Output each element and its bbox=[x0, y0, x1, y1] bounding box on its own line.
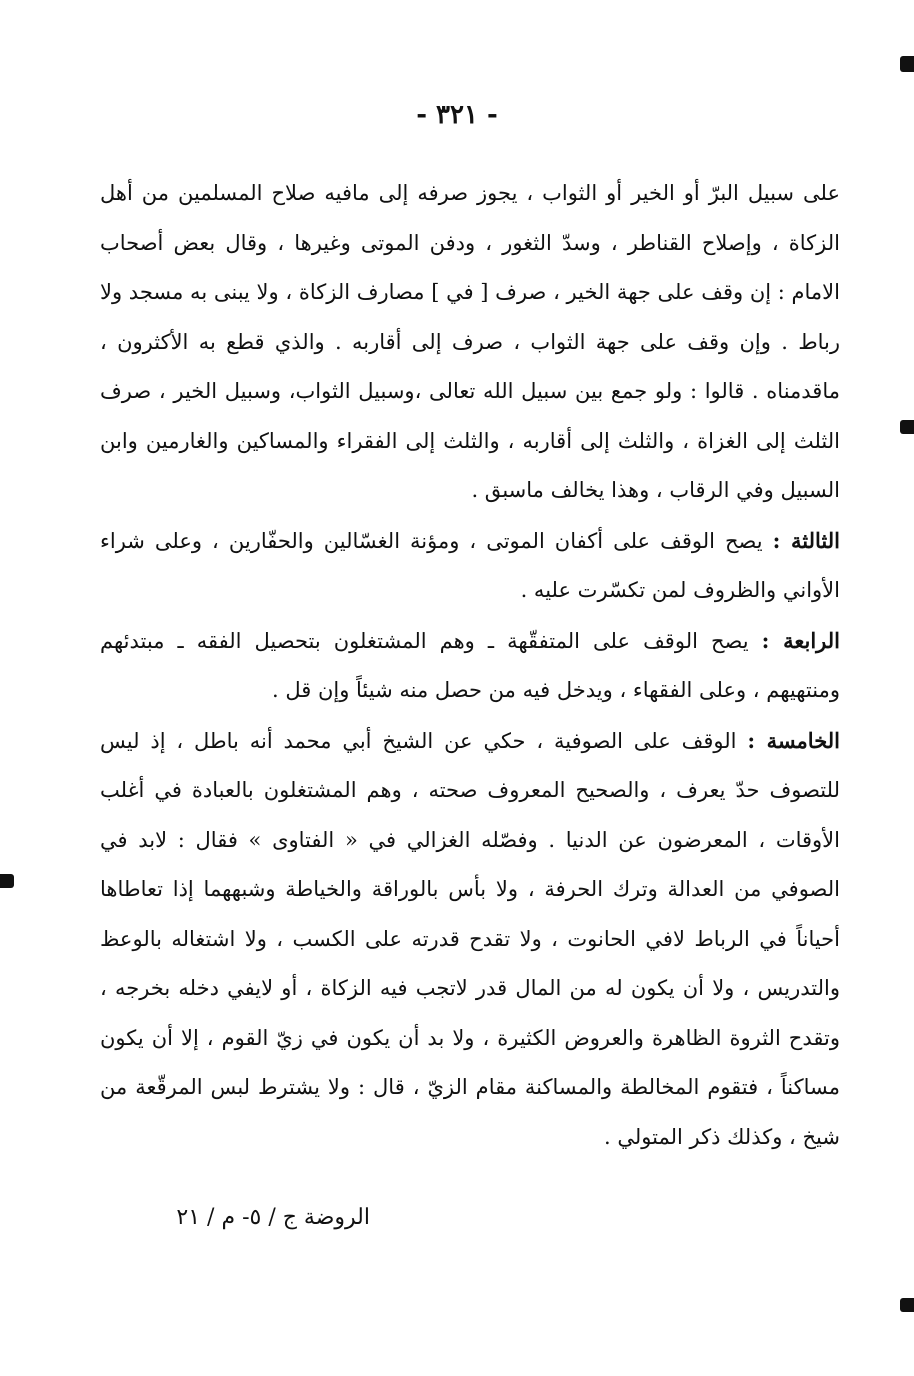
scan-edge-mark bbox=[900, 56, 914, 72]
paragraph-text: يصح الوقف على أكفان الموتى ، ومؤنة الغسّالين والحفّارين ، وعلى شراء الأواني والظروف لمن تكسّرت عليه . bbox=[100, 528, 840, 602]
paragraph-third bbox=[100, 516, 840, 616]
paragraph-text: الوقف على الصوفية ، حكي عن الشيخ أبي محمد أنه باطل ، إذ ليس للتصوف حدّ يعرف ، والصحيح المعروف صحته ، وهم المشتغلون بالعبادة في أغلب الأوقات ، المعرضون عن الدنيا . وفصّله الغزالي في « الفتاوى » فقال : لابد في الصوفي من العدالة وترك الحرفة ، ولا بأس بالوراقة والخياطة وشبههما إذا تعاطاها أحياناً في الرباط لافي الحانوت ، ولا تقدح قدرته على الكسب ، ولا اشتغاله بالوعظ والتدريس ، ولا أن يكون له من المال قدر لاتجب فيه الزكاة ، أو لايفي دخله بخرجه ، وتقدح الثروة الظاهرة والعروض الكثيرة ، ولا بد أن يكون في زيّ القوم ، إلا أن يكون مساكناً ، فتقوم المخالطة والمساكنة مقام الزيّ ، قال : ولا يشترط لبس المرقّعة من شيخ ، وكذلك ذكر المتولي . bbox=[100, 728, 840, 1149]
paragraph-lead: الثالثة : bbox=[772, 527, 840, 553]
paragraph-lead: الرابعة : bbox=[761, 627, 840, 653]
paragraph-text: يصح الوقف على المتفقّهة ـ وهم المشتغلون بتحصيل الفقه ـ مبتدئهم ومنتهيهم ، وعلى الفقهاء ، ويدخل فيه من حصل منه شيئاً وإن قل . bbox=[100, 628, 840, 702]
paragraph-intro bbox=[100, 168, 840, 516]
paragraph-fourth bbox=[100, 616, 840, 716]
scan-edge-mark bbox=[900, 420, 914, 434]
scan-edge-mark bbox=[900, 1298, 914, 1312]
body-text bbox=[100, 168, 840, 1162]
paragraph-fifth bbox=[100, 716, 840, 1163]
footer-signature: الروضة ج / ٥- م / ٢١ bbox=[176, 1205, 370, 1230]
page-number: - ٣٢١ - bbox=[416, 100, 498, 130]
paragraph-text: على سبيل البرّ أو الخير أو الثواب ، يجوز صرفه إلى مافيه صلاح المسلمين من أهل الزكاة ، وإصلاح القناطر ، وسدّ الثغور ، ودفن الموتى وغيرها ، وقال بعض أصحاب الامام : إن وقف على جهة الخير ، صرف [ في ] مصارف الزكاة ، ولا يبنى به مسجد ولا رباط . وإن وقف على جهة الثواب ، صرف إلى أقاربه . والذي قطع به الأكثرون ، ماقدمناه . قالوا : ولو جمع بين سبيل الله تعالى ،وسبيل الثواب، وسبيل الخير ، صرف الثلث إلى الغزاة ، والثلث إلى أقاربه ، والثلث إلى الفقراء والمساكين والغارمين وابن السبيل وفي الرقاب ، وهذا يخالف ماسبق . bbox=[100, 181, 840, 502]
paragraph-lead: الخامسة : bbox=[747, 727, 840, 753]
scan-edge-mark bbox=[0, 874, 14, 888]
